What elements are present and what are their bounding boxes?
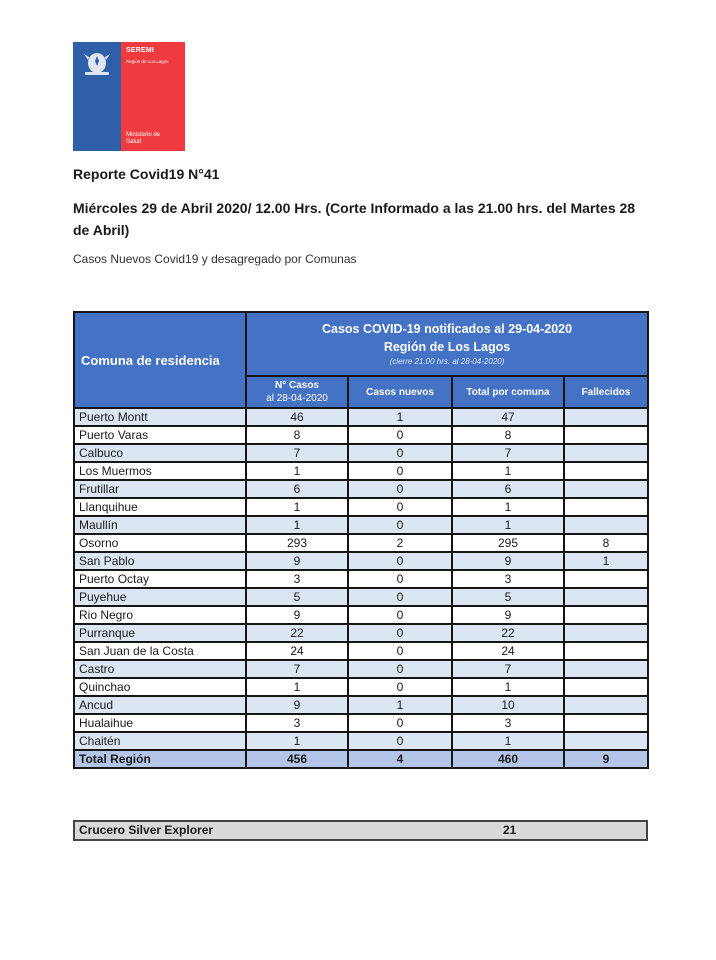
cell-total: 1 [452, 462, 564, 480]
logo-red-panel [121, 42, 185, 151]
cell-total: 7 [452, 660, 564, 678]
cell-fallecidos [564, 462, 648, 480]
cell-nuevos: 0 [348, 588, 452, 606]
logo-blue-panel [73, 42, 121, 151]
cell-nuevos: 0 [348, 660, 452, 678]
cell-total: 8 [452, 426, 564, 444]
table-row [74, 444, 648, 462]
cell-comuna: Calbuco [74, 444, 246, 462]
cell-nuevos: 0 [348, 642, 452, 660]
cell-comuna: Llanquihue [74, 498, 246, 516]
cell-total: 10 [452, 696, 564, 714]
total-nuevos: 4 [348, 750, 452, 768]
cruise-label: Crucero Silver Explorer [79, 823, 214, 837]
cell-casos: 1 [246, 498, 348, 516]
header-comuna: Comuna de residencia [74, 312, 246, 408]
header-main-line1: Casos COVID-19 notificados al 29-04-2020 [321, 322, 573, 336]
cell-total: 24 [452, 642, 564, 660]
cell-comuna: Purranque [74, 624, 246, 642]
cell-comuna: Chaitén [74, 732, 246, 750]
total-casos: 456 [246, 750, 348, 768]
cell-casos: 1 [246, 678, 348, 696]
cell-nuevos: 0 [348, 480, 452, 498]
cell-fallecidos [564, 516, 648, 534]
table-row [74, 714, 648, 732]
cell-comuna: Puerto Octay [74, 570, 246, 588]
cell-fallecidos [564, 624, 648, 642]
header-nuevos: Casos nuevos [348, 376, 452, 408]
table-row [74, 408, 648, 426]
table-row [74, 696, 648, 714]
cell-fallecidos [564, 444, 648, 462]
covid-cases-table [73, 311, 649, 769]
cell-fallecidos [564, 714, 648, 732]
cell-comuna: San Juan de la Costa [74, 642, 246, 660]
report-date-line: Miércoles 29 de Abril 2020/ 12.00 Hrs. (Corte Informado a las 21.00 hrs. del Martes 28 de Abril) [73, 200, 636, 238]
cell-nuevos: 0 [348, 570, 452, 588]
cell-nuevos: 0 [348, 444, 452, 462]
cell-casos: 6 [246, 480, 348, 498]
table-row [74, 570, 648, 588]
cell-casos: 293 [246, 534, 348, 552]
header-main-line2: Región de Los Lagos [383, 340, 511, 354]
cell-casos: 24 [246, 642, 348, 660]
cell-fallecidos [564, 426, 648, 444]
cell-comuna: Castro [74, 660, 246, 678]
table-row [74, 732, 648, 750]
cell-nuevos: 0 [348, 552, 452, 570]
cell-fallecidos: 8 [564, 534, 648, 552]
cell-nuevos: 1 [348, 408, 452, 426]
cell-total: 22 [452, 624, 564, 642]
cell-casos: 7 [246, 660, 348, 678]
report-title: Reporte Covid19 N°41 [73, 166, 220, 182]
table-row [74, 678, 648, 696]
logo-region-text: Región de Los Lagos [126, 59, 169, 64]
cell-nuevos: 0 [348, 732, 452, 750]
cell-casos: 8 [246, 426, 348, 444]
cell-nuevos: 0 [348, 426, 452, 444]
table-row [74, 660, 648, 678]
cell-total: 3 [452, 714, 564, 732]
cell-comuna: Puerto Varas [74, 426, 246, 444]
header-fallecidos: Fallecidos [564, 376, 648, 408]
cell-total: 5 [452, 588, 564, 606]
header-casos-date: al 28-04-2020 [266, 393, 328, 404]
cell-comuna: Quinchao [74, 678, 246, 696]
cell-total: 1 [452, 498, 564, 516]
cell-comuna: Frutillar [74, 480, 246, 498]
cell-casos: 22 [246, 624, 348, 642]
total-fallecidos: 9 [564, 750, 648, 768]
cell-total: 7 [452, 444, 564, 462]
logo-ministerio-line1: Ministerio de [126, 132, 161, 138]
cell-total: 295 [452, 534, 564, 552]
cell-comuna: Ancud [74, 696, 246, 714]
table-row [74, 534, 648, 552]
cell-total: 47 [452, 408, 564, 426]
cell-total: 1 [452, 732, 564, 750]
seremi-logo [73, 42, 185, 151]
cell-casos: 9 [246, 606, 348, 624]
cell-comuna: Los Muermos [74, 462, 246, 480]
header-main-note: (cierre 21.00 hrs. al 28-04-2020) [389, 357, 505, 366]
cell-nuevos: 0 [348, 516, 452, 534]
cell-fallecidos [564, 498, 648, 516]
cruise-value: 21 [503, 823, 517, 837]
cell-comuna: Hualaihue [74, 714, 246, 732]
cell-fallecidos: 1 [564, 552, 648, 570]
table-row [74, 426, 648, 444]
table-row [74, 624, 648, 642]
cell-comuna: San Pablo [74, 552, 246, 570]
cell-casos: 46 [246, 408, 348, 426]
cell-casos: 3 [246, 714, 348, 732]
logo-ministerio-line2: Salud [126, 139, 142, 145]
logo-seremi-text: SEREMI [126, 47, 155, 54]
cell-casos: 5 [246, 588, 348, 606]
header-main [246, 312, 648, 376]
cell-comuna: Maullín [74, 516, 246, 534]
cell-casos: 9 [246, 552, 348, 570]
cell-fallecidos [564, 606, 648, 624]
cell-comuna: Osorno [74, 534, 246, 552]
header-casos [246, 376, 348, 408]
cell-nuevos: 0 [348, 498, 452, 516]
cell-casos: 9 [246, 696, 348, 714]
cell-fallecidos [564, 732, 648, 750]
cell-nuevos: 0 [348, 462, 452, 480]
cell-fallecidos [564, 678, 648, 696]
total-total: 460 [452, 750, 564, 768]
cell-fallecidos [564, 696, 648, 714]
cell-total: 3 [452, 570, 564, 588]
cell-fallecidos [564, 642, 648, 660]
cell-fallecidos [564, 480, 648, 498]
cruise-row [73, 820, 648, 841]
cell-total: 9 [452, 552, 564, 570]
cell-fallecidos [564, 408, 648, 426]
table-row [74, 606, 648, 624]
cell-comuna: Rio Negro [74, 606, 246, 624]
cell-nuevos: 0 [348, 714, 452, 732]
cell-total: 9 [452, 606, 564, 624]
cell-nuevos: 0 [348, 624, 452, 642]
cell-nuevos: 0 [348, 606, 452, 624]
cell-nuevos: 0 [348, 678, 452, 696]
cell-nuevos: 1 [348, 696, 452, 714]
cell-fallecidos [564, 570, 648, 588]
table-row [74, 642, 648, 660]
cell-fallecidos [564, 660, 648, 678]
table-row [74, 480, 648, 498]
cell-casos: 7 [246, 444, 348, 462]
cell-casos: 1 [246, 732, 348, 750]
total-label: Total Región [74, 750, 246, 768]
header-casos-label: N° Casos [274, 380, 319, 391]
table-row [74, 516, 648, 534]
cell-comuna: Puyehue [74, 588, 246, 606]
total-row [74, 750, 648, 768]
cell-casos: 1 [246, 516, 348, 534]
cell-total: 1 [452, 678, 564, 696]
cell-casos: 1 [246, 462, 348, 480]
cell-comuna: Puerto Montt [74, 408, 246, 426]
cell-nuevos: 2 [348, 534, 452, 552]
coat-of-arms-icon [81, 48, 113, 78]
header-total: Total por comuna [452, 376, 564, 408]
cell-casos: 3 [246, 570, 348, 588]
cell-total: 6 [452, 480, 564, 498]
table-row [74, 552, 648, 570]
cell-total: 1 [452, 516, 564, 534]
table-row [74, 462, 648, 480]
logo-ministerio-text [126, 132, 160, 146]
table-row [74, 498, 648, 516]
report-subtitle: Casos Nuevos Covid19 y desagregado por Comunas [73, 252, 357, 266]
cell-fallecidos [564, 588, 648, 606]
table-row [74, 588, 648, 606]
